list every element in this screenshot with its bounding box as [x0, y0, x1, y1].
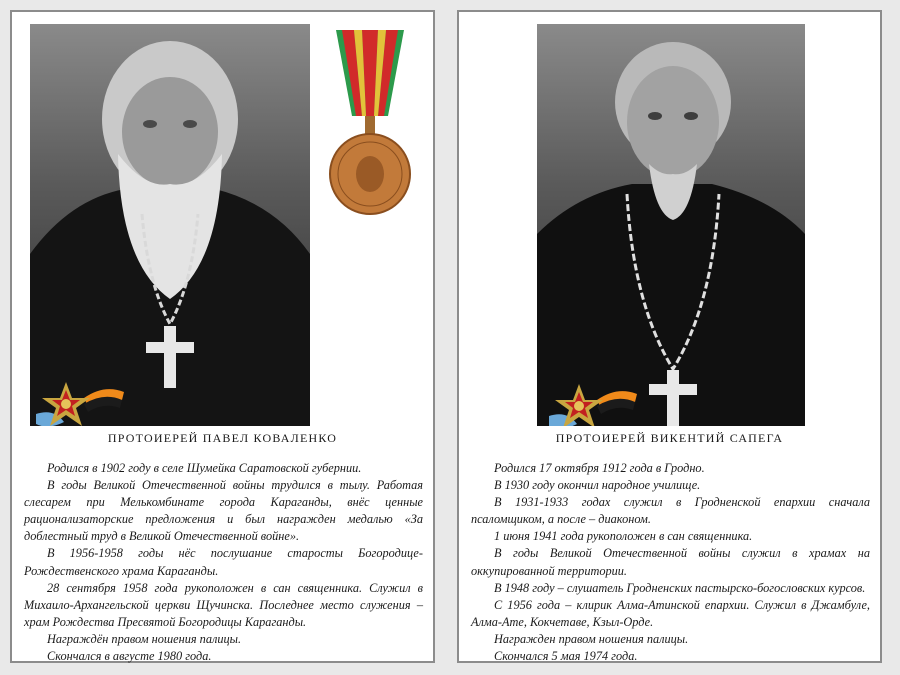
bio-paragraph: В 1930 году окончил народное училище. [494, 478, 701, 493]
right-panel [457, 10, 882, 663]
bio-paragraph: 1 июня 1941 года рукоположен в сан священника. [494, 529, 753, 544]
bio-paragraph: С 1956 года – клирик Алма-Атинской епархии. Служил в Джамбуле, Алма-Ате, Кокчетаве, Кзыл-Орде. [471, 597, 870, 629]
bio-paragraph: В годы Великой Отечественной войны трудился в тылу. Работая слесарем при Мелькомбинате города Караганды, внёс ценные рационализаторские предложения и был награжден медалью «За доблестный труд в Великой Отечественной войне». [24, 478, 423, 544]
biography-text [24, 460, 423, 665]
bio-paragraph: Родился в 1902 году в селе Шумейка Саратовской губернии. [47, 461, 362, 475]
bio-paragraph: 28 сентября 1958 года рукоположен в сан священника. Служил в Михаило-Архангельской церкви Щучинска. Последнее место служения – храм Рождества Пресвятой Богородицы Караганды. [24, 580, 423, 629]
medal-icon [318, 24, 422, 234]
priest-name-title: ПРОТОИЕРЕЙ ВИКЕНТИЙ САПЕГА [555, 431, 784, 445]
priest-figure-image [30, 24, 310, 426]
bio-paragraph: Награждён правом ношения палицы. [47, 631, 242, 646]
bio-paragraph: В 1956-1958 годы нёс послушание старосты Богородице-Рождественского храма Караганды. [24, 546, 423, 578]
left-panel [10, 10, 435, 663]
priest-name-title: ПРОТОИЕРЕЙ ПАВЕЛ КОВАЛЕНКО [107, 431, 338, 445]
bio-paragraph: Родился 17 октября 1912 года в Гродно. [494, 461, 705, 475]
bio-paragraph: В годы Великой Отечественной войны служил в храмах на оккупированной территории. [471, 546, 870, 578]
bio-paragraph: В 1931-1933 годах служил в Гродненской епархии сначала псаломщиком, а после – диаконом. [471, 495, 870, 527]
order-badge-icon [34, 378, 126, 426]
biography-text [471, 460, 870, 665]
bio-paragraph: В 1948 году – слушатель Гродненских пастырско-богословских курсов. [494, 580, 866, 595]
portrait-photo-kovalenko [30, 24, 310, 426]
priest-figure-image [537, 24, 805, 426]
portrait-photo-sapega [537, 24, 805, 426]
medal-for-valiant-labour [318, 24, 422, 234]
bio-paragraph: Скончался в августе 1980 года. [47, 649, 212, 664]
bio-paragraph: Награжден правом ношения палицы. [494, 631, 689, 646]
bio-paragraph: Скончался 5 мая 1974 года. [494, 649, 638, 664]
order-badge-icon [547, 380, 639, 426]
